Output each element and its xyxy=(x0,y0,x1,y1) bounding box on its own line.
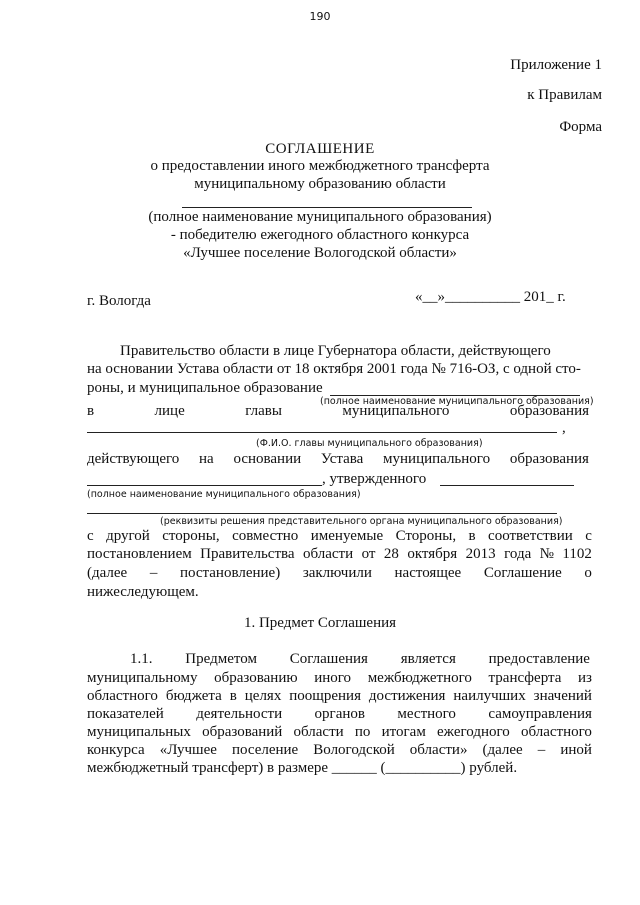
s1-line-3: областного бюджета в целях поощрения достижения наилучших значений xyxy=(87,688,592,704)
p1-line-3: роны, и муниципальное образование xyxy=(87,380,323,396)
caption-head-name: (Ф.И.О. главы муниципального образования) xyxy=(256,438,483,449)
head-name-line xyxy=(87,432,557,433)
s1-line-2: муниципальному образованию иного межбюджетного трансферта из xyxy=(87,670,592,686)
title-line-2: муниципальному образованию области xyxy=(194,176,446,192)
p2-line-1: в лице главы муниципального образования xyxy=(87,403,589,419)
document-title: СОГЛАШЕНИЕ xyxy=(265,141,375,157)
date-field: «__»__________ 201_ г. xyxy=(415,289,566,305)
s1-line-5: муниципальных образований области по итогам ежегодного областного xyxy=(87,724,592,740)
p2-comma: , xyxy=(562,420,566,436)
title-line-4: «Лучшее поселение Вологодской области» xyxy=(183,245,457,261)
form-label: Форма xyxy=(559,119,602,135)
caption-requisites: (реквизиты решения представительного органа муниципального образования) xyxy=(160,516,563,527)
page-number: 190 xyxy=(309,10,331,23)
s1-line-1: 1.1. Предметом Соглашения является предоставление xyxy=(130,651,590,667)
p1-line-1: Правительство области в лице Губернатора области, действующего xyxy=(120,343,551,359)
approved-line xyxy=(440,485,574,486)
s1-line-7: межбюджетный трансферт) в размере ______ (__________) рублей. xyxy=(87,760,518,776)
municipality-line-2 xyxy=(87,485,322,486)
p4-line-3: (далее – постановление) заключили настоящее Соглашение о xyxy=(87,565,592,581)
s1-line-6: конкурса «Лучшее поселение Вологодской области» (далее – иной xyxy=(87,742,592,758)
municipality-name-line xyxy=(182,207,472,208)
approved-label: , утвержденного xyxy=(322,471,427,487)
requisites-line xyxy=(87,513,557,514)
title-line-1: о предоставлении иного межбюджетного трансферта xyxy=(150,158,490,174)
rules-label: к Правилам xyxy=(527,87,602,103)
title-line-3: - победителю ежегодного областного конкурса xyxy=(170,227,470,243)
p4-line-1: с другой стороны, совместно именуемые Стороны, в соответствии с xyxy=(87,528,592,544)
section-1-heading: 1. Предмет Соглашения xyxy=(243,615,397,631)
caption-municipality-2: (полное наименование муниципального образования) xyxy=(87,489,361,500)
caption-municipality: (полное наименование муниципального образования) xyxy=(320,396,594,407)
p3-line-1: действующего на основании Устава муниципального образования xyxy=(87,451,589,467)
municipality-name-caption: (полное наименование муниципального образования) xyxy=(148,209,492,225)
appendix-label: Приложение 1 xyxy=(510,57,602,73)
s1-line-4: показателей деятельности органов местного самоуправления xyxy=(87,706,592,722)
p4-line-2: постановлением Правительства области от 28 октября 2013 года № 1102 xyxy=(87,546,592,562)
p1-line-2: на основании Устава области от 18 октября 2001 года № 716-ОЗ, с одной сто- xyxy=(87,361,581,377)
place-label: г. Вологда xyxy=(87,293,151,309)
p4-line-4: нижеследующем. xyxy=(87,584,199,600)
